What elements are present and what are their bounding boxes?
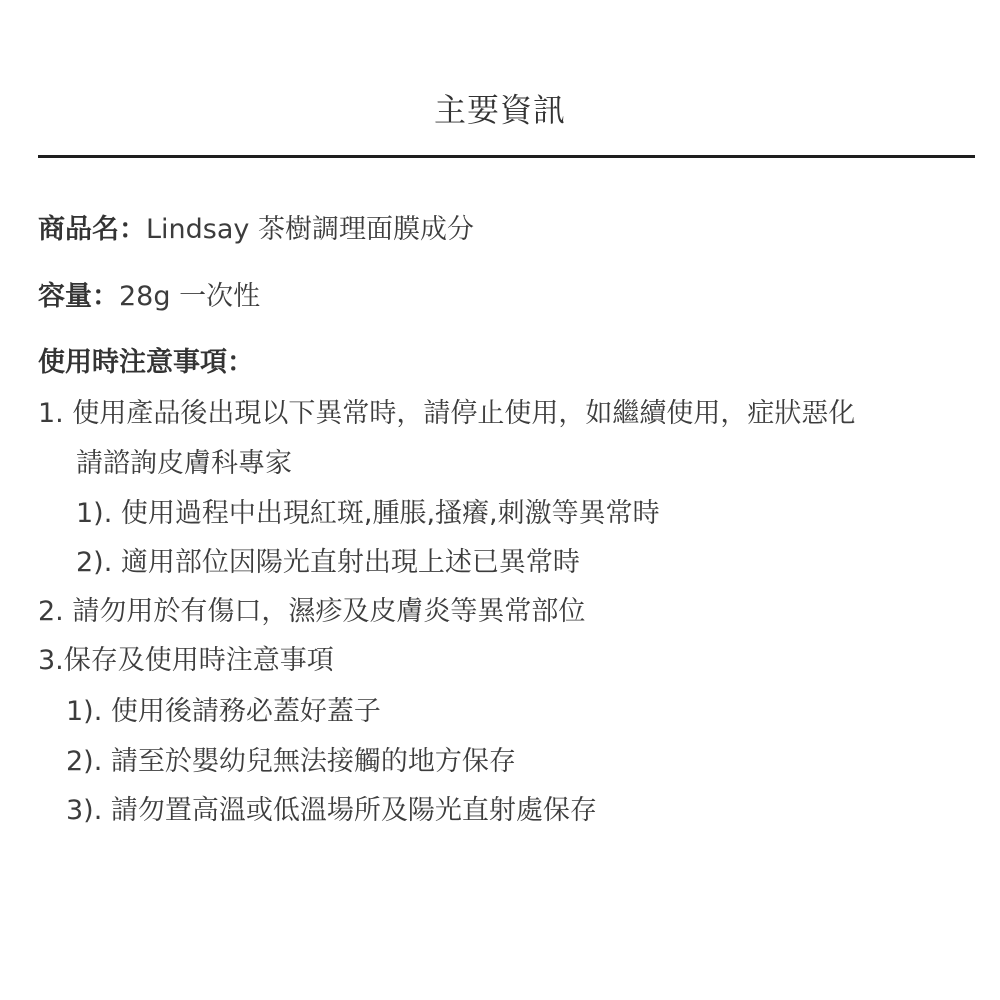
precaution-item-1-line-1: 1. 使用產品後出現以下異常時，請停止使用，如繼續使用，症狀惡化: [38, 398, 856, 429]
capacity-value: 28g 一次性: [119, 281, 261, 312]
product-name-row: [38, 210, 474, 250]
precaution-item-3-line-1: 3.保存及使用時注意事項: [38, 645, 334, 676]
product-name-value: Lindsay 茶樹調理面膜成分: [146, 214, 474, 245]
precaution-item-1-line-2: 請諮詢皮膚科專家: [76, 448, 292, 479]
precautions-heading: 使用時注意事項：: [38, 347, 254, 378]
product-name-label: 商品名：: [38, 214, 146, 245]
precaution-item-3-sub-3: 3). 請勿置高溫或低溫場所及陽光直射處保存: [66, 795, 597, 826]
precaution-item-2: 2. 請勿用於有傷口，濕疹及皮膚炎等異常部位: [38, 596, 586, 627]
capacity-row: [38, 277, 260, 317]
precaution-item-3-sub-2: 2). 請至於嬰幼兒無法接觸的地方保存: [66, 746, 516, 777]
capacity-label: 容量：: [38, 281, 119, 312]
precaution-item-1-sub-2: 2). 適用部位因陽光直射出現上述已異常時: [76, 547, 580, 578]
precaution-item-3-sub-1: 1). 使用後請務必蓋好蓋子: [66, 696, 381, 727]
title-divider: [38, 155, 975, 158]
page-title: 主要資訊: [433, 91, 566, 129]
precaution-item-1-sub-1: 1). 使用過程中出現紅斑,腫脹,搔癢,刺激等異常時: [76, 498, 660, 529]
